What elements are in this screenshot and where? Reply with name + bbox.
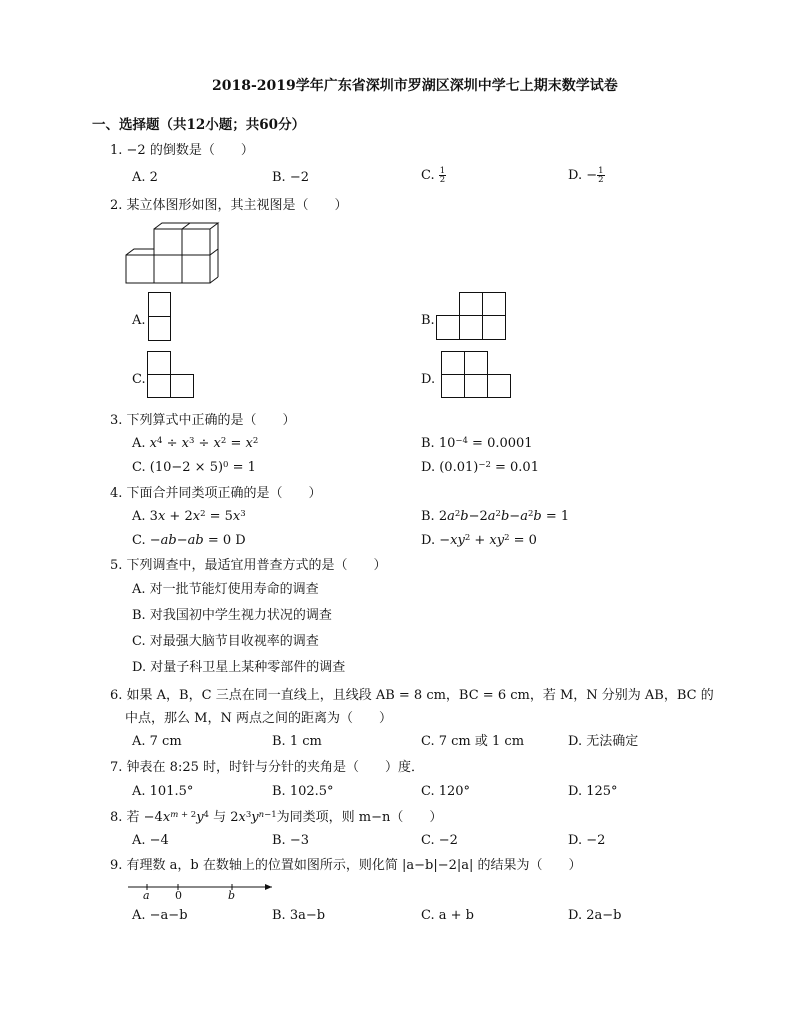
q9-option-a: A. −a−b: [132, 908, 188, 923]
q2-solid-figure: [124, 222, 220, 286]
q2-option-d-cell: [464, 351, 488, 375]
q5-option-d: D. 对量子科卫星上某种零部件的调查: [132, 660, 346, 675]
q2-option-c-cell: [170, 374, 194, 398]
q2-option-b-cell: [459, 292, 483, 316]
q3-option-a: A. $x^4 \div x^3 \div x^2 = x^2$: [132, 436, 259, 451]
q9-axis-label-zero: 0: [175, 889, 182, 902]
q1-option-d: D. − $\frac{1}{2}$: [568, 166, 604, 185]
q9-axis-label-b: b: [228, 889, 236, 902]
q4-option-c: C. −ab−ab = 0 D: [132, 533, 246, 548]
q2-option-b-cell: [436, 315, 460, 340]
q2-option-d-label: D.: [421, 372, 436, 387]
q2-option-b-cell: [482, 315, 506, 340]
q9-option-d: D. 2a−b: [568, 908, 622, 923]
q6-option-d: D. 无法确定: [568, 734, 639, 749]
q2-option-a-cell: [148, 316, 171, 341]
q5-stem: 5. 下列调查中，最适宜用普查方式的是（ ）: [110, 558, 387, 573]
q7-option-b: B. 102.5°: [272, 784, 334, 799]
q8-option-a: A. −4: [132, 833, 169, 848]
q4-option-b: B. $2a^2b-2a^2b-a^2b = 1$: [421, 509, 570, 524]
q6-stem-line1: 6. 如果 A，B，C 三点在同一直线上，且线段 AB = 8 cm，BC = 6 cm，若 M，N 分别为 AB，BC 的: [110, 688, 714, 703]
q9-option-c: C. a + b: [421, 908, 474, 923]
q2-option-c-label: C.: [132, 372, 146, 387]
q1-stem: 1. −2 的倒数是（ ）: [110, 143, 254, 158]
q5-option-b: B. 对我国初中学生视力状况的调查: [132, 608, 332, 623]
q5-option-a: A. 对一批节能灯使用寿命的调查: [132, 582, 319, 597]
q2-option-d-cell: [441, 374, 465, 398]
q3-option-d: D. $(0.01)^{-2} = 0.01$: [421, 460, 539, 475]
section-heading: 一、选择题（共12小题；共60分）: [92, 117, 306, 133]
q9-axis-label-a: a: [143, 889, 150, 902]
q2-stem: 2. 某立体图形如图，其主视图是（ ）: [110, 198, 348, 213]
q2-option-c-cell: [147, 374, 171, 398]
q6-option-a: A. 7 cm: [132, 734, 182, 749]
q4-option-d: D. $-xy^2 + xy^2 = 0$: [421, 533, 537, 548]
q2-option-b-label: B.: [421, 313, 435, 328]
q3-option-b: B. $10^{-4} = 0.0001$: [421, 436, 533, 451]
q4-option-a: A. $3x + 2x^2 = 5x^3$: [132, 509, 246, 524]
q2-option-d-cell: [441, 351, 465, 375]
q7-option-a: A. 101.5°: [132, 784, 194, 799]
q8-option-c: C. −2: [421, 833, 458, 848]
q4-stem: 4. 下面合并同类项正确的是（ ）: [110, 486, 322, 501]
q9-option-b: B. 3a−b: [272, 908, 326, 923]
q2-option-b-cell: [459, 315, 483, 340]
q1-option-b: B. −2: [272, 170, 309, 185]
q5-option-c: C. 对最强大脑节目收视率的调查: [132, 634, 319, 649]
q2-option-c-cell: [147, 351, 171, 375]
q9-stem: 9. 有理数 a，b 在数轴上的位置如图所示，则化简 |a−b|−2|a| 的结果为（ ）: [110, 858, 582, 873]
q1-option-a: A. 2: [132, 170, 158, 185]
q2-option-a-label: A.: [132, 313, 146, 328]
q2-option-a-cell: [148, 292, 171, 317]
q2-option-d-cell: [464, 374, 488, 398]
q8-stem: 8. 若 $-4x^{m + 2}y^4$ 与 $2x^3y^{n-1}$为同类项，则 m−n（ ）: [110, 810, 443, 825]
page-title: 2018-2019学年广东省深圳市罗湖区深圳中学七上期末数学试卷: [212, 78, 618, 94]
q1-option-c: C. $\frac{1}{2}$: [421, 166, 446, 185]
q6-option-b: B. 1 cm: [272, 734, 322, 749]
q7-option-d: D. 125°: [568, 784, 618, 799]
q7-stem: 7. 钟表在 8:25 时，时针与分针的夹角是（ ）度．: [110, 760, 424, 775]
q8-option-d: D. −2: [568, 833, 606, 848]
q2-option-d-cell: [487, 374, 511, 398]
q7-option-c: C. 120°: [421, 784, 471, 799]
q6-stem-line2: 中点，那么 M，N 两点之间的距离为（ ）: [125, 711, 392, 726]
q2-option-b-cell: [482, 292, 506, 316]
q3-option-c: C. $(10-2 \times 5)^0 = 1$: [132, 460, 256, 475]
q8-option-b: B. −3: [272, 833, 309, 848]
q3-stem: 3. 下列算式中正确的是（ ）: [110, 413, 296, 428]
q6-option-c: C. 7 cm 或 1 cm: [421, 734, 525, 749]
